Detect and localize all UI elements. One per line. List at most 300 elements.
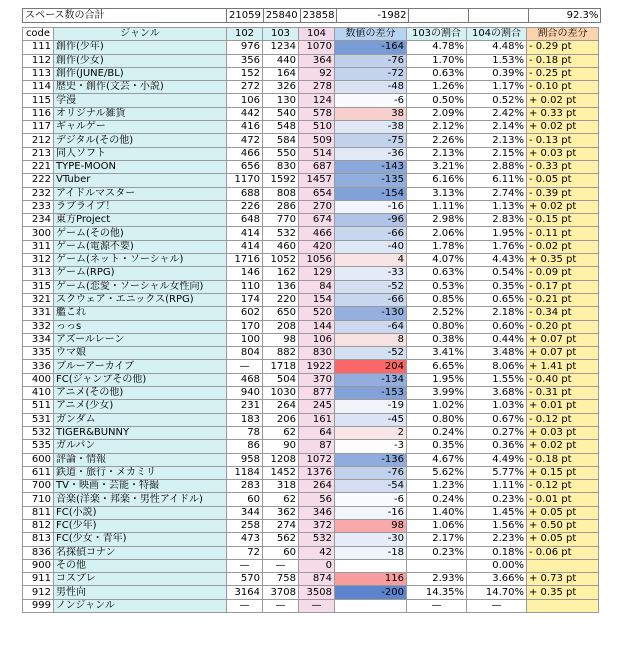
cell-share-diff: + 0.02 pt (527, 94, 599, 107)
cell-v103: 770 (263, 214, 299, 227)
cell-v104: 532 (299, 533, 335, 546)
cell-v104: 370 (299, 373, 335, 386)
cell-v102: 570 (227, 573, 263, 586)
cell-share-103: 1.26% (407, 81, 467, 94)
cell-diff: 38 (335, 107, 407, 120)
cell-v104: 514 (299, 147, 335, 160)
cell-v104: 3508 (299, 586, 335, 599)
cell-v102: 602 (227, 307, 263, 320)
cell-share-104: 8.06% (467, 360, 527, 373)
cell-share-103: 0.63% (407, 267, 467, 280)
cell-genre: 創作(JUNE/BL) (54, 67, 227, 80)
cell-genre: FC(少年) (54, 519, 227, 532)
cell-genre: 男性向 (54, 586, 227, 599)
cell-share-103: 2.06% (407, 227, 467, 240)
table-row (23, 320, 599, 333)
cell-genre: 艦これ (54, 307, 227, 320)
cell-genre: ラブライブ！ (54, 200, 227, 213)
cell-v104: 830 (299, 347, 335, 360)
cell-share-103: 0.63% (407, 67, 467, 80)
cell-share-diff: - 0.05 pt (527, 174, 599, 187)
header-104: 104 (299, 28, 335, 41)
table-row (23, 280, 599, 293)
cell-diff: -40 (335, 240, 407, 253)
cell-code: 313 (23, 267, 54, 280)
cell-v104: 578 (299, 107, 335, 120)
cell-share-103: 1.06% (407, 519, 467, 532)
cell-share-104: — (467, 599, 527, 612)
cell-genre: ギャルゲー (54, 121, 227, 134)
cell-share-103: 0.24% (407, 493, 467, 506)
cell-share-104: 6.11% (467, 174, 527, 187)
cell-share-diff: - 0.10 pt (527, 81, 599, 94)
cell-genre: アニメ(少女) (54, 400, 227, 413)
cell-share-104: 1.56% (467, 519, 527, 532)
cell-v102: 472 (227, 134, 263, 147)
cell-share-103: 1.02% (407, 400, 467, 413)
cell-share-diff: + 0.02 pt (527, 200, 599, 213)
header-share-diff: 割合の差分 (527, 28, 599, 41)
cell-share-104: 2.18% (467, 307, 527, 320)
cell-v102: 1716 (227, 254, 263, 267)
cell-v103: 60 (263, 546, 299, 559)
cell-v104: 874 (299, 573, 335, 586)
table-row (23, 214, 599, 227)
cell-share-104: 0.67% (467, 413, 527, 426)
cell-share-diff: + 0.15 pt (527, 466, 599, 479)
table-row (23, 519, 599, 532)
cell-v102: 648 (227, 214, 263, 227)
cell-share-103: 2.52% (407, 307, 467, 320)
cell-share-diff: + 0.07 pt (527, 347, 599, 360)
cell-v102: 72 (227, 546, 263, 559)
cell-share-103: 1.70% (407, 54, 467, 67)
cell-v103: 550 (263, 147, 299, 160)
cell-code: 312 (23, 254, 54, 267)
cell-share-diff: - 0.33 pt (527, 160, 599, 173)
cell-v103: 62 (263, 426, 299, 439)
cell-v103: 1592 (263, 174, 299, 187)
cell-v102: 3164 (227, 586, 263, 599)
cell-diff: -6 (335, 493, 407, 506)
cell-code: 116 (23, 107, 54, 120)
cell-code: 813 (23, 533, 54, 546)
cell-share-104: 4.43% (467, 254, 527, 267)
cell-share-diff: - 0.31 pt (527, 387, 599, 400)
cell-v102: 356 (227, 54, 263, 67)
table-row (23, 307, 599, 320)
cell-v102: 940 (227, 387, 263, 400)
cell-genre: FC(小説) (54, 506, 227, 519)
cell-v104: 278 (299, 81, 335, 94)
table-row (23, 147, 599, 160)
cell-v104: 346 (299, 506, 335, 519)
cell-share-diff: + 0.35 pt (527, 586, 599, 599)
cell-v104: 420 (299, 240, 335, 253)
cell-v104: 92 (299, 67, 335, 80)
cell-share-104: 1.76% (467, 240, 527, 253)
cell-share-103: 1.23% (407, 480, 467, 493)
table-row (23, 41, 599, 54)
cell-v103: 98 (263, 333, 299, 346)
cell-v104: 161 (299, 413, 335, 426)
cell-v103: 318 (263, 480, 299, 493)
cell-genre: 創作(少女) (54, 54, 227, 67)
cell-share-diff: + 0.33 pt (527, 107, 599, 120)
cell-code: 836 (23, 546, 54, 559)
table-row (23, 440, 599, 453)
cell-share-diff: - 0.18 pt (527, 453, 599, 466)
cell-v102: 106 (227, 94, 263, 107)
cell-share-103: 4.07% (407, 254, 467, 267)
cell-v103: 1208 (263, 453, 299, 466)
cell-share-diff: + 0.05 pt (527, 533, 599, 546)
cell-code: 710 (23, 493, 54, 506)
cell-share-104: 1.55% (467, 373, 527, 386)
cell-v103: 532 (263, 227, 299, 240)
cell-v103: — (263, 559, 299, 572)
cell-diff: -134 (335, 373, 407, 386)
cell-diff: -19 (335, 400, 407, 413)
cell-code: 300 (23, 227, 54, 240)
cell-v102: 86 (227, 440, 263, 453)
cell-share-104: 1.03% (467, 400, 527, 413)
cell-share-diff: + 0.73 pt (527, 573, 599, 586)
cell-code: 410 (23, 387, 54, 400)
cell-v103: 286 (263, 200, 299, 213)
cell-share-103: 3.21% (407, 160, 467, 173)
cell-share-104: 0.39% (467, 67, 527, 80)
cell-share-104: 2.88% (467, 160, 527, 173)
cell-diff: -130 (335, 307, 407, 320)
cell-code: 535 (23, 440, 54, 453)
cell-v104: 466 (299, 227, 335, 240)
table-row (23, 400, 599, 413)
table-row (23, 107, 599, 120)
table-row (23, 81, 599, 94)
cell-diff (335, 559, 407, 572)
cell-v103: 440 (263, 54, 299, 67)
cell-v102: — (227, 559, 263, 572)
cell-genre: ゲーム(RPG) (54, 267, 227, 280)
cell-share-103: 2.12% (407, 121, 467, 134)
cell-diff: -48 (335, 81, 407, 94)
cell-code: 811 (23, 506, 54, 519)
cell-v102: 110 (227, 280, 263, 293)
cell-v103: 274 (263, 519, 299, 532)
cell-share-diff: - 0.13 pt (527, 134, 599, 147)
cell-code: 700 (23, 480, 54, 493)
cell-v104: 1056 (299, 254, 335, 267)
cell-v103: 650 (263, 307, 299, 320)
cell-genre: TV・映画・芸能・特撮 (54, 480, 227, 493)
table-row (23, 599, 599, 612)
cell-code: 611 (23, 466, 54, 479)
cell-share-diff: - 0.18 pt (527, 54, 599, 67)
cell-code: 311 (23, 240, 54, 253)
cell-code: 911 (23, 573, 54, 586)
cell-v102: 1170 (227, 174, 263, 187)
cell-code: 233 (23, 200, 54, 213)
cell-share-104: 3.48% (467, 347, 527, 360)
cell-diff: -96 (335, 214, 407, 227)
cell-code: 335 (23, 347, 54, 360)
table-row (23, 373, 599, 386)
cell-v102: 258 (227, 519, 263, 532)
cell-diff: -136 (335, 453, 407, 466)
cell-share-103: 0.53% (407, 280, 467, 293)
table-row (23, 293, 599, 306)
cell-share-diff: - 0.06 pt (527, 546, 599, 559)
header-104-share: 104の割合 (467, 28, 527, 41)
table-row (23, 360, 599, 373)
cell-code: 511 (23, 400, 54, 413)
cell-code: 315 (23, 280, 54, 293)
cell-share-104: 2.83% (467, 214, 527, 227)
cell-v102: 183 (227, 413, 263, 426)
cell-diff: -154 (335, 187, 407, 200)
cell-v102: 146 (227, 267, 263, 280)
cell-diff: 98 (335, 519, 407, 532)
cell-genre: TYPE-MOON (54, 160, 227, 173)
cell-genre: ノンジャンル (54, 599, 227, 612)
cell-v104: 674 (299, 214, 335, 227)
cell-genre: 音楽(洋楽・邦楽・男性アイドル) (54, 493, 227, 506)
cell-v102: 414 (227, 240, 263, 253)
table-row (23, 559, 599, 572)
cell-genre: 学漫 (54, 94, 227, 107)
table-row (23, 426, 599, 439)
cell-genre: ウマ娘 (54, 347, 227, 360)
table-row (23, 121, 599, 134)
cell-v103: — (263, 599, 299, 612)
cell-diff: -164 (335, 41, 407, 54)
cell-genre: ゲーム(電源不要) (54, 240, 227, 253)
cell-v104: 877 (299, 387, 335, 400)
cell-diff: -38 (335, 121, 407, 134)
cell-code: 321 (23, 293, 54, 306)
table-row (23, 134, 599, 147)
cell-genre: 創作(少年) (54, 41, 227, 54)
summary-104: 23858 (300, 9, 337, 23)
cell-diff: -72 (335, 67, 407, 80)
cell-genre: ゲーム(ネット・ソーシャル) (54, 254, 227, 267)
cell-v104: 372 (299, 519, 335, 532)
cell-share-104: 3.66% (467, 573, 527, 586)
cell-v102: 1184 (227, 466, 263, 479)
cell-code: 334 (23, 333, 54, 346)
cell-v104: 510 (299, 121, 335, 134)
cell-code: 115 (23, 94, 54, 107)
cell-share-104: 0.35% (467, 280, 527, 293)
table-row (23, 506, 599, 519)
cell-diff: -75 (335, 134, 407, 147)
cell-share-diff (527, 559, 599, 572)
cell-genre: アイドルマスター (54, 187, 227, 200)
cell-share-diff: - 0.01 pt (527, 493, 599, 506)
cell-share-103: 0.35% (407, 440, 467, 453)
cell-share-104: 4.49% (467, 453, 527, 466)
cell-genre: その他 (54, 559, 227, 572)
table-row (23, 493, 599, 506)
cell-share-103: 3.41% (407, 347, 467, 360)
cell-share-103: 4.67% (407, 453, 467, 466)
cell-share-104: 0.27% (467, 426, 527, 439)
header-diff: 数値の差分 (335, 28, 407, 41)
cell-v102: 231 (227, 400, 263, 413)
cell-v102: — (227, 360, 263, 373)
cell-diff: 8 (335, 333, 407, 346)
cell-v102: 170 (227, 320, 263, 333)
table-row (23, 94, 599, 107)
cell-share-diff: + 0.07 pt (527, 333, 599, 346)
cell-genre: 名探偵コナン (54, 546, 227, 559)
cell-share-104: 0.65% (467, 293, 527, 306)
cell-share-diff: - 0.34 pt (527, 307, 599, 320)
cell-genre: ブルーアーカイブ (54, 360, 227, 373)
table-row (23, 200, 599, 213)
cell-v103: 1718 (263, 360, 299, 373)
cell-diff: -54 (335, 480, 407, 493)
cell-share-103: 0.24% (407, 426, 467, 439)
table-row (23, 413, 599, 426)
cell-share-103: 0.85% (407, 293, 467, 306)
cell-share-diff: + 0.02 pt (527, 121, 599, 134)
cell-v104: 687 (299, 160, 335, 173)
cell-diff: 4 (335, 254, 407, 267)
cell-genre: デジタル(その他) (54, 134, 227, 147)
cell-v104: 84 (299, 280, 335, 293)
cell-code: 234 (23, 214, 54, 227)
cell-genre: ガルパン (54, 440, 227, 453)
cell-share-103: 0.80% (407, 320, 467, 333)
cell-diff: -18 (335, 546, 407, 559)
cell-share-diff: + 0.35 pt (527, 254, 599, 267)
cell-v104: 520 (299, 307, 335, 320)
cell-v104: 0 (299, 559, 335, 572)
cell-share-104: 1.13% (467, 200, 527, 213)
cell-genre: っっs (54, 320, 227, 333)
cell-v104: 124 (299, 94, 335, 107)
cell-v102: 100 (227, 333, 263, 346)
cell-share-diff: + 0.02 pt (527, 440, 599, 453)
cell-share-103: 5.62% (407, 466, 467, 479)
summary-empty-2 (469, 9, 529, 23)
table-row (23, 54, 599, 67)
cell-v104: 87 (299, 440, 335, 453)
cell-share-104: 2.15% (467, 147, 527, 160)
cell-v103: 264 (263, 400, 299, 413)
cell-diff: -45 (335, 413, 407, 426)
cell-diff: -6 (335, 94, 407, 107)
table-row (23, 586, 599, 599)
cell-code: 222 (23, 174, 54, 187)
cell-share-103: 1.78% (407, 240, 467, 253)
cell-v102: 976 (227, 41, 263, 54)
cell-v103: 3708 (263, 586, 299, 599)
cell-code: 999 (23, 599, 54, 612)
cell-genre: ゲーム(恋愛・ソーシャル女性向) (54, 280, 227, 293)
cell-share-103: 0.23% (407, 546, 467, 559)
cell-code: 212 (23, 134, 54, 147)
cell-v103: 460 (263, 240, 299, 253)
cell-v104: 509 (299, 134, 335, 147)
cell-v103: 830 (263, 160, 299, 173)
cell-v104: 42 (299, 546, 335, 559)
cell-v104: 264 (299, 480, 335, 493)
header-code: code (23, 28, 54, 41)
summary-empty-1 (409, 9, 469, 23)
cell-v102: 416 (227, 121, 263, 134)
cell-share-104: 5.77% (467, 466, 527, 479)
cell-diff: 204 (335, 360, 407, 373)
cell-share-103: 2.26% (407, 134, 467, 147)
cell-code: 532 (23, 426, 54, 439)
cell-share-103: 2.13% (407, 147, 467, 160)
cell-v103: 882 (263, 347, 299, 360)
cell-share-104: 2.42% (467, 107, 527, 120)
cell-v102: 442 (227, 107, 263, 120)
cell-v102: 473 (227, 533, 263, 546)
cell-share-103: 0.50% (407, 94, 467, 107)
table-row (23, 480, 599, 493)
cell-v103: 808 (263, 187, 299, 200)
cell-code: 912 (23, 586, 54, 599)
cell-share-104: 0.23% (467, 493, 527, 506)
cell-code: 232 (23, 187, 54, 200)
cell-v102: 958 (227, 453, 263, 466)
cell-genre: アズールレーン (54, 333, 227, 346)
cell-share-104: 0.44% (467, 333, 527, 346)
cell-share-diff: - 0.17 pt (527, 280, 599, 293)
cell-share-104: 0.00% (467, 559, 527, 572)
cell-v103: 164 (263, 67, 299, 80)
cell-v104: 654 (299, 187, 335, 200)
cell-v102: — (227, 599, 263, 612)
cell-code: 531 (23, 413, 54, 426)
cell-v103: 584 (263, 134, 299, 147)
cell-v104: 144 (299, 320, 335, 333)
table-row (23, 347, 599, 360)
cell-v103: 562 (263, 533, 299, 546)
cell-v104: 154 (299, 293, 335, 306)
cell-v103: 206 (263, 413, 299, 426)
cell-v104: 1922 (299, 360, 335, 373)
cell-share-diff: - 0.11 pt (527, 227, 599, 240)
table-row (23, 227, 599, 240)
cell-code: 113 (23, 67, 54, 80)
cell-v103: 540 (263, 107, 299, 120)
cell-share-103: 6.16% (407, 174, 467, 187)
cell-code: 114 (23, 81, 54, 94)
cell-share-104: 4.48% (467, 41, 527, 54)
cell-diff: -36 (335, 147, 407, 160)
cell-share-104: 3.68% (467, 387, 527, 400)
cell-diff: -153 (335, 387, 407, 400)
cell-diff: -76 (335, 54, 407, 67)
cell-share-diff: - 0.21 pt (527, 293, 599, 306)
cell-v102: 174 (227, 293, 263, 306)
cell-share-104: 0.18% (467, 546, 527, 559)
cell-diff: -66 (335, 227, 407, 240)
table-row (23, 333, 599, 346)
cell-diff: -16 (335, 506, 407, 519)
cell-share-104: 2.23% (467, 533, 527, 546)
cell-diff: -66 (335, 293, 407, 306)
cell-v102: 414 (227, 227, 263, 240)
cell-diff: -76 (335, 466, 407, 479)
cell-share-diff: - 0.15 pt (527, 214, 599, 227)
